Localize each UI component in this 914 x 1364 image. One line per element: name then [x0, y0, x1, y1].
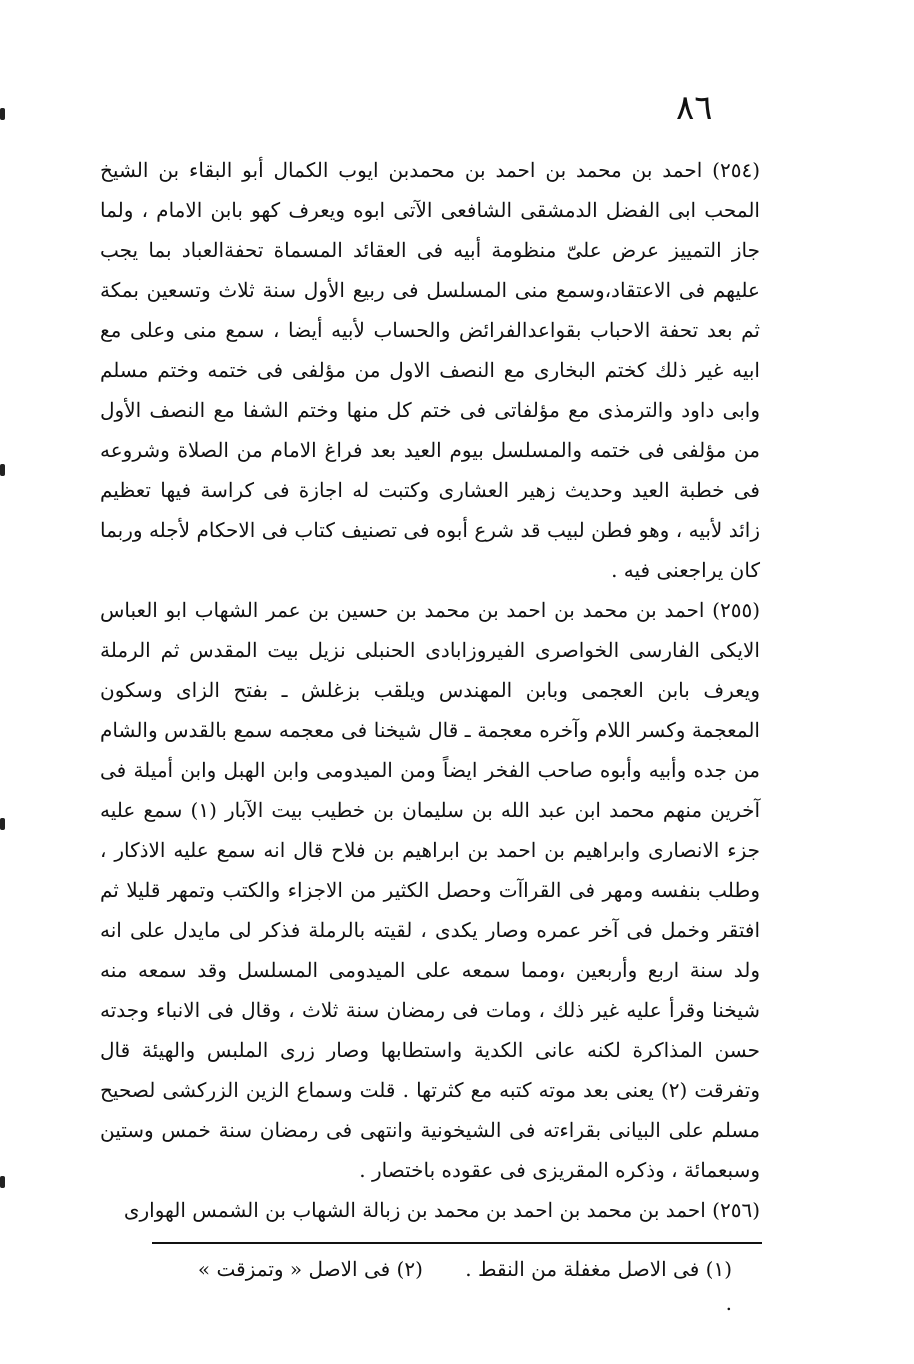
page-number: ٨٦ — [676, 88, 713, 128]
entry-256: (٢٥٦) احمد بن محمد بن احمد بن محمد بن زبالة الشهاب بن الشمس الهوارى — [123, 1198, 760, 1222]
margin-mark — [0, 464, 5, 476]
footnotes — [152, 1252, 732, 1320]
entry-255: (٢٥٥) احمد بن محمد بن احمد بن محمد بن حسين بن عمر الشهاب ابو العباس الايكى الفارسى الخواصرى الفيروزابادى الحنبلى نزيل بيت المقدس ثم الرملة ويعرف بابن العجمى وبابن المهندس ويلقب بزغلش ـ بفتح الزاى وسكون المعجمة وكسر اللام وآخره معجمة ـ قال شيخنا فى معجمه سمع بالقدس والشام من جده وأبيه وأبوه صاحب الفخر ايضاً ومن الميدومى وابن الهبل وابن أميلة فى آخرين منهم محمد ابن عبد الله بن سليمان بن خطيب بيت الآبار (١) سمع عليه جزء الانصارى وابراهيم بن احمد بن ابراهيم بن فلاح قال انه سمع عليه الاذكار ، وطلب بنفسه ومهر فى القراآت وحصل الكثير من الاجزاء والكتب وتمهر قليلا ثم افتقر وخمل فى آخر عمره وصار يكدى ، لقيته بالرملة فذكر لى مايدل على انه ولد سنة اربع وأربعين ،ومما سمعه على الميدومى المسلسل وقد سمعه منه شيخنا وقرأ عليه غير ذلك ، ومات فى رمضان سنة ثلاث ، وقال فى الانباء وجدته حسن المذاكرة لكنه عانى الكدية واستطابها وصار زرى الملبس والهيئة قال وتفرقت (٢) يعنى بعد موته كتبه مع كثرتها . قلت وسماع الزين الزركشى لصحيح مسلم على البيانى بقراءته فى الشيخونية وانتهى فى رمضان سنة خمس وستين وسبعمائة ، وذكره المقريزى فى عقوده باختصار . — [100, 598, 761, 1182]
margin-mark — [0, 818, 5, 830]
entry-254: (٢٥٤) احمد بن محمد بن احمد بن محمدبن ايوب الكمال أبو البقاء بن الشيخ المحب ابى الفضل الدمشقى الشافعى الآتى ابوه ويعرف كهو بابن الامام ، ولما جاز التمييز عرض علىّ منظومة أبيه فى العقائد المسماة تحفةالعباد بما يجب عليهم فى الاعتقاد،وسمع منى المسلسل فى ربيع الأول سنة ثلاث وتسعين بمكة ثم بعد تحفة الاحباب بقواعدالفرائض والحساب لأبيه أيضا ، سمع منى وعلى مع ابيه غير ذلك كختم البخارى مع النصف الاول من مؤلفى فى ختمه وختم مسلم وابى داود والترمذى مع مؤلفاتى فى ختم كل منها وختم الشفا مع النصف الأول من مؤلفى فى ختمه والمسلسل بيوم العيد بعد فراغ الامام من الصلاة وشروعه فى خطبة العيد وحديث زهير العشارى وكتبت له اجازة فى كراسة فيها تعظيم زائد لأبيه ، وهو فطن لبيب قد شرع أبوه فى تصنيف كتاب فى الاحكام لأجله وربما كان يراجعنى فيه . — [100, 158, 760, 582]
margin-mark — [0, 108, 5, 120]
footnote-1: (١) فى الاصل مغفلة من النقط . — [465, 1257, 732, 1281]
footnote-divider — [152, 1242, 762, 1244]
main-text — [100, 150, 760, 1230]
footnote-2: (٢) فى الاصل « وتمزقت » . — [197, 1257, 732, 1315]
margin-mark — [0, 1176, 5, 1188]
